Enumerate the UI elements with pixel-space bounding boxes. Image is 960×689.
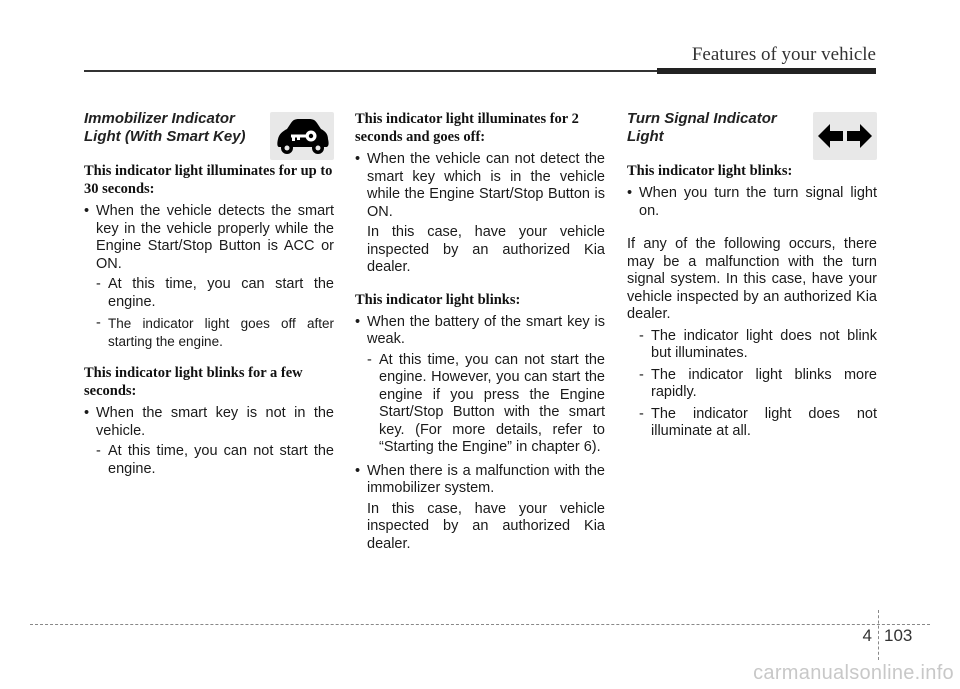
dash-item: - At this time, you can start the engine. <box>96 276 334 310</box>
lead-text: This indicator light illuminates for 2 seconds and goes off: <box>355 111 579 145</box>
car-key-icon <box>270 112 334 160</box>
note-text: In this case, have your vehicle inspected by an authorized Kia dealer. <box>367 224 605 275</box>
section-title-line1: Immobilizer Indicator <box>84 110 235 127</box>
dash-item: - The indicator light blinks more rapidly. <box>639 366 877 400</box>
turn-signal-arrows-icon <box>813 112 877 160</box>
footer-divider <box>878 610 879 660</box>
bullet-item: • When the smart key is not in the vehicle. <box>84 405 334 439</box>
section-title-line2: Light <box>627 128 664 145</box>
column-turn-signal <box>627 110 877 445</box>
lead-text: This indicator light blinks: <box>355 291 521 308</box>
dash-item: - At this time, you can not start the engine. However, you can start the engine if you press the Engine Start/Stop Button with the smart key. (For more details, refer to “Starting the Engine” in chapter 6). <box>367 351 605 455</box>
bullet-item: • When the vehicle detects the smart key in the vehicle properly while the Engine Start/Stop Button is ACC or ON. <box>84 203 334 272</box>
chapter-number: 4 <box>862 626 872 645</box>
dash-item: - The indicator light does not illuminate at all. <box>639 405 877 439</box>
bullet-item: • When there is a malfunction with the immobilizer system. <box>355 462 605 496</box>
paragraph-text: If any of the following occurs, there may be a malfunction with the turn signal system. In this case, have your vehicle inspected by an authorized Kia dealer. <box>627 236 877 322</box>
column-immobilizer <box>84 110 334 482</box>
header-title: Features of your vehicle <box>691 44 876 65</box>
footer-rule <box>30 624 930 625</box>
page-number: 103 <box>884 626 913 645</box>
watermark: carmanualsonline.info <box>753 662 954 684</box>
dash-item: - The indicator light does not blink but illuminates. <box>639 327 877 361</box>
bullet-item: • When the vehicle can not detect the smart key which is in the vehicle while the Engine Start/Stop Button is ON. <box>355 151 605 220</box>
section-title-immobilizer <box>84 110 259 162</box>
lead-text: This indicator light blinks for a few seconds: <box>84 365 303 399</box>
bullet-item: • When you turn the turn signal light on. <box>627 185 877 219</box>
column-immobilizer-continued <box>355 110 605 557</box>
header-rule-accent <box>657 68 876 74</box>
note-text: In this case, have your vehicle inspected by an authorized Kia dealer. <box>367 500 605 552</box>
section-title-turn-signal <box>627 110 802 162</box>
section-title-line2: Light (With Smart Key) <box>84 128 246 145</box>
lead-text: This indicator light blinks: <box>627 163 793 179</box>
dash-item: - At this time, you can not start the engine. <box>96 443 334 477</box>
lead-text: This indicator light illuminates for up to 30 seconds: <box>84 163 333 197</box>
section-title-line1: Turn Signal Indicator <box>627 110 777 127</box>
bullet-item: • When the battery of the smart key is weak. <box>355 313 605 347</box>
dash-item: - The indicator light goes off after starting the engine. <box>96 315 334 349</box>
